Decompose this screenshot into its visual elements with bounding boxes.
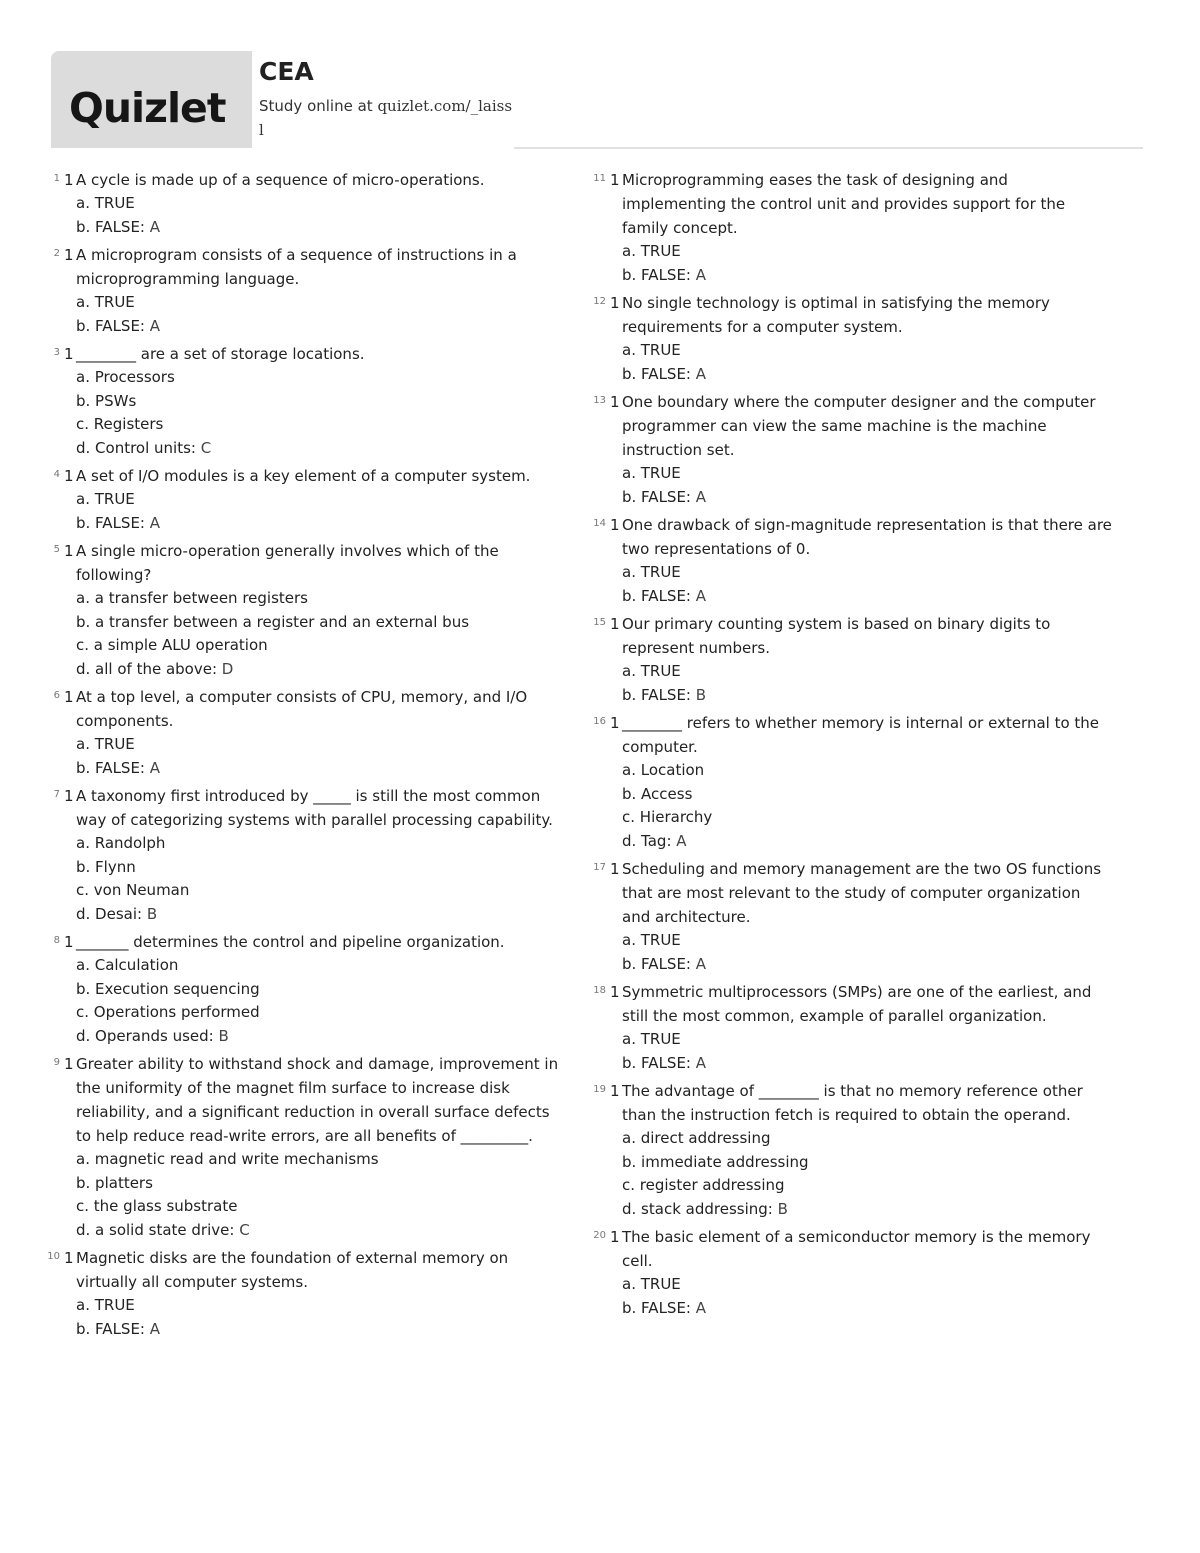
card-number: 6 [53,690,60,701]
card-question-text: Symmetric multiprocessors (SMPs) are one of the earliest, and still the most common, example of parallel organization. [622,983,1092,1025]
card-question-text: Magnetic disks are the foundation of external memory on virtually all computer systems. [76,1249,509,1291]
card-option [76,1025,566,1049]
card-number: 11 [593,173,606,184]
flashcard [46,168,566,239]
card-option [622,660,1112,684]
card-answer: A [695,1298,707,1317]
card-option-text: a. TRUE [76,194,135,212]
card-lead: 1 [64,933,74,951]
card-option-text: a. TRUE [76,293,135,311]
card-option-text: c. Operations performed [76,1003,260,1021]
card-option [76,390,566,414]
card-answer: A [695,364,707,383]
card-option-text: a. TRUE [622,931,681,949]
card-lead: 1 [610,1228,620,1246]
card-lead: 1 [610,1082,620,1100]
flashcard [46,784,566,926]
flashcard [592,711,1112,853]
flashcard [592,612,1112,707]
card-option [76,587,566,611]
card-option [622,759,1112,783]
card-question-text: A cycle is made up of a sequence of micro-operations. [76,171,485,189]
card-question-text: A single micro-operation generally involves which of the following? [76,542,499,584]
study-online-label: Study online at [259,97,373,115]
card-option-text: d. Control units: [76,438,196,457]
flashcard [592,1225,1112,1320]
card-option-text: c. a simple ALU operation [76,636,268,654]
card-lead: 1 [610,983,620,1001]
card-question-text: Scheduling and memory management are the two OS functions that are most relevant to the study of computer organization and architecture. [622,860,1102,926]
flashcard [46,930,566,1048]
card-option [622,1151,1112,1175]
card-option-text: d. a solid state drive: [76,1220,235,1239]
card-answer: A [695,954,707,973]
card-option-text: a. TRUE [76,1296,135,1314]
card-answer: A [695,265,707,284]
card-number: 12 [593,296,606,307]
card-answer: C [239,1220,250,1239]
card-option [76,488,566,512]
card-option-text: a. TRUE [622,563,681,581]
card-option [622,1127,1112,1151]
card-option-text: a. TRUE [622,1030,681,1048]
card-option [76,315,566,339]
card-answer: A [149,758,161,777]
card-question-text: The basic element of a semiconductor memory is the memory cell. [622,1228,1091,1270]
flashcard [46,243,566,338]
card-question [610,291,1112,339]
card-question [64,784,566,832]
card-option-text: a. TRUE [622,1275,681,1293]
card-option-text: b. Flynn [76,857,136,876]
card-question [64,168,566,192]
card-question [64,1246,566,1294]
flashcard [46,685,566,780]
card-question-text: At a top level, a computer consists of CPU, memory, and I/O components. [76,688,528,730]
card-question [610,1225,1112,1273]
card-option-text: b. FALSE: [622,1053,691,1072]
card-question [64,464,566,488]
card-option-text: b. platters [76,1173,153,1192]
card-option-text: a. Calculation [76,956,179,974]
card-lead: 1 [610,714,620,732]
card-option-text: b. immediate addressing [622,1152,809,1171]
card-lead: 1 [64,467,74,485]
card-option-text: a. TRUE [622,242,681,260]
card-option [76,1001,566,1025]
card-question-text: One boundary where the computer designer and the computer programmer can view the same machine is the machine instruction set. [622,393,1096,459]
card-option [622,830,1112,854]
card-option [76,634,566,658]
card-option-text: a. Location [622,761,705,779]
card-option [76,512,566,536]
card-option-text: d. Desai: [76,904,143,923]
card-question [610,168,1112,240]
header-divider [514,147,1143,149]
card-answer: A [149,316,161,335]
card-option [622,240,1112,264]
card-option [622,684,1112,708]
card-option-text: c. the glass substrate [76,1197,238,1215]
card-question [610,612,1112,660]
card-option-text: a. magnetic read and write mechanisms [76,1150,379,1168]
card-option [622,1198,1112,1222]
card-option-text: a. TRUE [622,662,681,680]
card-answer: D [221,659,234,678]
card-option-text: a. a transfer between registers [76,589,308,607]
card-question-text: A set of I/O modules is a key element of a computer system. [76,467,531,485]
card-answer: B [146,904,158,923]
card-question [610,390,1112,462]
card-option [76,978,566,1002]
card-lead: 1 [64,688,74,706]
card-question-text: Microprogramming eases the task of designing and implementing the control unit and provides support for the family concept. [622,171,1066,237]
card-question-text: _______ determines the control and pipeline organization. [76,933,505,951]
card-question [610,1079,1112,1127]
card-option-text: b. FALSE: [622,685,691,704]
card-number: 17 [593,862,606,873]
flashcard [592,390,1112,509]
study-online-line-2: l [259,121,264,139]
card-question [610,711,1112,759]
card-question-text: Our primary counting system is based on binary digits to represent numbers. [622,615,1051,657]
card-number: 8 [53,935,60,946]
study-online-url[interactable]: quizlet.com/_laiss [377,97,513,115]
card-question-text: A microprogram consists of a sequence of instructions in a microprogramming language. [76,246,517,288]
card-option [622,264,1112,288]
card-option [622,1052,1112,1076]
card-lead: 1 [610,171,620,189]
card-option-text: d. Operands used: [76,1026,214,1045]
card-option-text: a. Randolph [76,834,166,852]
card-number: 2 [53,248,60,259]
card-number: 7 [53,789,60,800]
card-question [64,539,566,587]
card-number: 9 [53,1057,60,1068]
card-option [76,856,566,880]
card-option-text: a. TRUE [76,490,135,508]
card-lead: 1 [64,1055,74,1073]
card-lead: 1 [610,294,620,312]
card-option-text: b. FALSE: [76,513,145,532]
card-option-text: b. FALSE: [622,364,691,383]
card-option [76,192,566,216]
card-option-text: d. all of the above: [76,659,218,678]
card-option-text: a. TRUE [76,735,135,753]
card-option-text: b. Execution sequencing [76,979,260,998]
card-answer: A [695,1053,707,1072]
card-number: 16 [593,716,606,727]
quizlet-logo: Quizlet [69,84,226,132]
card-option [622,339,1112,363]
card-lead: 1 [64,246,74,264]
card-answer: A [149,217,161,236]
flashcard [592,857,1112,976]
card-number: 15 [593,617,606,628]
card-option [622,486,1112,510]
card-option [622,585,1112,609]
card-option [622,1028,1112,1052]
cards-column-left [46,168,566,1345]
card-question [64,685,566,733]
card-answer: B [695,685,707,704]
card-lead: 1 [64,787,74,805]
card-answer: A [676,831,687,850]
card-option [76,437,566,461]
flashcard [592,168,1112,287]
card-option-text: c. Registers [76,415,164,433]
card-option [76,1219,566,1243]
card-number: 10 [47,1251,60,1262]
card-answer: B [218,1026,229,1045]
card-option-text: a. Processors [76,368,175,386]
card-option [622,1297,1112,1321]
card-option-text: b. FALSE: [622,586,691,605]
flashcard [592,980,1112,1075]
card-option [76,611,566,635]
card-option [622,462,1112,486]
flashcard [592,1079,1112,1221]
card-option-text: d. stack addressing: [622,1199,773,1218]
card-option [622,953,1112,977]
card-question-text: The advantage of ________ is that no memory reference other than the instruction fetch is required to obtain the operand. [622,1082,1083,1124]
card-question [64,243,566,291]
card-question [610,980,1112,1028]
card-option-text: b. FALSE: [76,316,145,335]
card-number: 14 [593,518,606,529]
card-answer: A [149,513,161,532]
card-question [64,342,566,366]
card-option [622,806,1112,830]
card-option [622,561,1112,585]
card-answer: A [695,487,707,506]
card-lead: 1 [64,171,74,189]
deck-title: CEA [259,57,314,86]
card-option-text: c. von Neuman [76,881,190,899]
card-option [76,658,566,682]
card-question-text: ________ are a set of storage locations. [76,345,365,363]
card-option [76,1294,566,1318]
card-option-text: a. direct addressing [622,1129,771,1147]
card-option-text: b. FALSE: [76,758,145,777]
card-option [76,954,566,978]
flashcard [46,464,566,535]
card-number: 4 [53,469,60,480]
flashcard [46,1246,566,1341]
card-option-text: b. FALSE: [622,1298,691,1317]
card-option [76,1318,566,1342]
card-option [76,1172,566,1196]
card-number: 20 [593,1230,606,1241]
card-question-text: ________ refers to whether memory is internal or external to the computer. [622,714,1100,756]
card-option [76,1195,566,1219]
card-question [610,857,1112,929]
card-option-text: b. FALSE: [76,1319,145,1338]
card-option-text: a. TRUE [622,464,681,482]
flashcard [592,291,1112,386]
card-option [76,216,566,240]
card-lead: 1 [64,345,74,363]
study-online-line [259,97,512,115]
card-option-text: b. FALSE: [622,487,691,506]
card-question-text: Greater ability to withstand shock and damage, improvement in the uniformity of the magnet film surface to increase disk reliability, and a significant reduction in overall surface defects to help reduce read-write errors, are all benefits of _________. [76,1055,559,1145]
card-lead: 1 [610,615,620,633]
card-lead: 1 [64,1249,74,1267]
card-question-text: A taxonomy first introduced by _____ is still the most common way of categorizing systems with parallel processing capability. [76,787,553,829]
card-question [64,1052,566,1148]
card-question [610,513,1112,561]
flashcard [46,1052,566,1242]
card-option-text: c. register addressing [622,1176,785,1194]
card-option [622,1273,1112,1297]
card-option-text: d. Tag: [622,831,672,850]
card-number: 13 [593,395,606,406]
card-number: 3 [53,347,60,358]
card-number: 18 [593,985,606,996]
card-question-text: One drawback of sign-magnitude representation is that there are two representations of 0. [622,516,1112,558]
flashcard [46,539,566,681]
card-option [76,291,566,315]
card-lead: 1 [610,860,620,878]
card-option [622,363,1112,387]
card-option [622,783,1112,807]
card-option-text: a. TRUE [622,341,681,359]
card-option [622,1174,1112,1198]
card-number: 19 [593,1084,606,1095]
card-option-text: b. FALSE: [76,217,145,236]
card-option-text: c. Hierarchy [622,808,713,826]
flashcard [46,342,566,460]
card-question [64,930,566,954]
flashcard [592,513,1112,608]
card-lead: 1 [610,516,620,534]
card-lead: 1 [610,393,620,411]
card-option [76,757,566,781]
card-answer: C [200,438,212,457]
card-option [76,733,566,757]
card-option-text: b. a transfer between a register and an external bus [76,612,470,631]
card-option [76,832,566,856]
card-option [76,903,566,927]
card-number: 5 [53,544,60,555]
card-question-text: No single technology is optimal in satisfying the memory requirements for a computer system. [622,294,1050,336]
card-option-text: b. PSWs [76,391,137,410]
card-option-text: b. FALSE: [622,265,691,284]
card-answer: B [777,1199,788,1218]
card-lead: 1 [64,542,74,560]
card-answer: A [695,586,707,605]
card-answer: A [149,1319,161,1338]
card-option-text: b. Access [622,784,693,803]
card-option [622,929,1112,953]
card-number: 1 [53,173,60,184]
card-option-text: b. FALSE: [622,954,691,973]
cards-column-right [592,168,1112,1324]
card-option [76,879,566,903]
card-option [76,413,566,437]
card-option [76,366,566,390]
card-option [76,1148,566,1172]
